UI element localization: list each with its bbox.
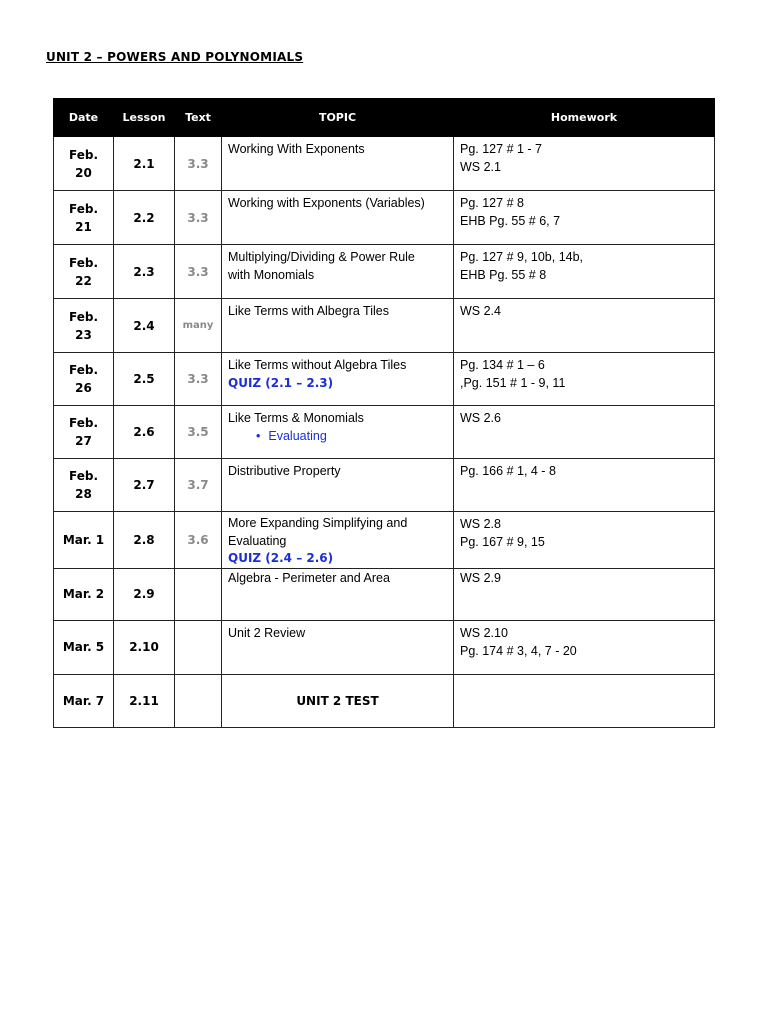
topic-cell: [222, 512, 454, 569]
text-cell: [175, 674, 222, 727]
date-month: Mar. 2: [62, 587, 105, 601]
date-month: Feb.: [69, 363, 98, 377]
topic-line: Working With Exponents: [228, 142, 365, 156]
date-day: 20: [75, 165, 92, 180]
lesson-cell: 2.11: [114, 674, 175, 727]
date-cell: [54, 191, 114, 245]
lesson-cell: 2.9: [114, 568, 175, 620]
homework-line: EHB Pg. 55 # 6, 7: [460, 214, 561, 228]
homework-cell: [454, 137, 715, 191]
table-row: [54, 406, 715, 459]
date-cell: [54, 620, 114, 674]
homework-line: ,Pg. 151 # 1 - 9, 11: [460, 376, 566, 390]
homework-line: WS 2.10: [460, 625, 508, 640]
date-month: Feb.: [69, 201, 98, 216]
date-month: Feb.: [69, 147, 98, 162]
topic-line: More Expanding Simplifying and: [228, 516, 408, 530]
homework-line: WS 2.8: [460, 517, 501, 531]
text-cell: [175, 620, 222, 674]
date-day: 21: [75, 219, 92, 234]
date-cell: [54, 674, 114, 727]
homework-line: Pg. 174 # 3, 4, 7 - 20: [460, 643, 577, 658]
date-month: Mar. 7: [62, 693, 105, 708]
quiz-label: QUIZ (2.4 – 2.6): [228, 551, 334, 565]
topic-cell: [222, 245, 454, 299]
table-row: [54, 245, 715, 299]
topic-cell: [222, 191, 454, 245]
date-day: 23: [75, 327, 92, 342]
lesson-cell: 2.4: [114, 299, 175, 353]
date-cell: [54, 459, 114, 512]
date-cell: [54, 299, 114, 353]
homework-cell: [454, 191, 715, 245]
topic-cell: [222, 406, 454, 459]
text-cell: 3.7: [175, 459, 222, 512]
lesson-cell: 2.10: [114, 620, 175, 674]
text-cell: 3.3: [175, 353, 222, 406]
homework-cell: [454, 353, 715, 406]
date-month: Mar. 1: [62, 532, 105, 547]
date-cell: [54, 353, 114, 406]
document-title: UNIT 2 – POWERS AND POLYNOMIALS: [46, 50, 304, 64]
text-cell: [175, 568, 222, 620]
lesson-cell: 2.5: [114, 353, 175, 406]
lesson-cell: 2.3: [114, 245, 175, 299]
topic-line: with Monomials: [228, 268, 315, 282]
topic-line: Multiplying/Dividing & Power Rule: [228, 250, 415, 264]
date-month: Feb.: [69, 416, 98, 430]
text-cell: 3.6: [175, 512, 222, 569]
topic-cell: [222, 568, 454, 620]
text-cell: 3.3: [175, 191, 222, 245]
homework-line: Pg. 166 # 1, 4 - 8: [460, 464, 556, 478]
topic-cell: [222, 459, 454, 512]
table-row: [54, 353, 715, 406]
date-cell: [54, 245, 114, 299]
date-cell: [54, 137, 114, 191]
date-month: Feb.: [69, 469, 98, 483]
topic-line: Like Terms with Albegra Tiles: [228, 304, 389, 318]
homework-line: WS 2.6: [460, 411, 501, 425]
lesson-cell: 2.2: [114, 191, 175, 245]
homework-cell: [454, 620, 715, 674]
quiz-label: QUIZ (2.1 – 2.3): [228, 376, 334, 390]
topic-line: Like Terms without Algebra Tiles: [228, 358, 407, 372]
homework-line: Pg. 127 # 8: [460, 196, 524, 210]
header-lesson: Lesson: [114, 99, 175, 137]
table-row: [54, 299, 715, 353]
topic-line: Working with Exponents (Variables): [228, 196, 425, 210]
text-cell: 3.3: [175, 137, 222, 191]
text-cell: 3.5: [175, 406, 222, 459]
table-row: [54, 674, 715, 727]
homework-line: Pg. 127 # 1 - 7: [460, 142, 543, 156]
homework-line: WS 2.9: [460, 570, 501, 585]
table-row: [54, 459, 715, 512]
bullet-item: • Evaluating: [228, 427, 447, 445]
text-cell: many: [175, 299, 222, 353]
homework-cell: [454, 406, 715, 459]
lesson-cell: 2.1: [114, 137, 175, 191]
header-topic: TOPIC: [222, 99, 454, 137]
table-body: [54, 137, 715, 728]
lesson-cell: 2.7: [114, 459, 175, 512]
schedule-table: [53, 98, 715, 728]
homework-cell: [454, 299, 715, 353]
date-month: Mar. 5: [62, 640, 105, 654]
homework-line: EHB Pg. 55 # 8: [460, 268, 547, 282]
table-row: [54, 620, 715, 674]
homework-cell: [454, 459, 715, 512]
header-homework: Homework: [454, 99, 715, 137]
topic-cell: UNIT 2 TEST: [222, 674, 454, 727]
topic-line: Evaluating: [228, 533, 287, 548]
header-text: Text: [175, 99, 222, 137]
homework-line: Pg. 134 # 1 – 6: [460, 358, 545, 372]
topic-cell: [222, 299, 454, 353]
date-day: 26: [75, 381, 92, 395]
date-cell: [54, 512, 114, 569]
topic-cell: [222, 137, 454, 191]
date-cell: [54, 568, 114, 620]
topic-line: Like Terms & Monomials: [228, 411, 364, 425]
topic-cell: [222, 620, 454, 674]
date-cell: [54, 406, 114, 459]
header-date: Date: [54, 99, 114, 137]
homework-line: Pg. 167 # 9, 15: [460, 535, 545, 549]
homework-cell: [454, 512, 715, 569]
text-cell: 3.3: [175, 245, 222, 299]
table-row: [54, 512, 715, 569]
homework-cell: [454, 674, 715, 727]
date-month: Feb.: [69, 255, 98, 270]
table-row: [54, 137, 715, 191]
topic-line: Unit 2 Review: [228, 625, 306, 640]
lesson-cell: 2.8: [114, 512, 175, 569]
date-month: Feb.: [69, 309, 98, 324]
homework-line: Pg. 127 # 9, 10b, 14b,: [460, 250, 584, 264]
lesson-cell: 2.6: [114, 406, 175, 459]
date-day: 27: [75, 434, 92, 448]
date-day: 28: [75, 487, 92, 501]
homework-line: WS 2.1: [460, 160, 501, 174]
topic-cell: [222, 353, 454, 406]
date-day: 22: [75, 273, 92, 288]
topic-line: Algebra - Perimeter and Area: [228, 570, 390, 585]
homework-cell: [454, 568, 715, 620]
table-row: [54, 568, 715, 620]
topic-line: Distributive Property: [228, 464, 341, 478]
header-row: [54, 99, 715, 137]
table-row: [54, 191, 715, 245]
homework-line: WS 2.4: [460, 304, 501, 318]
homework-cell: [454, 245, 715, 299]
